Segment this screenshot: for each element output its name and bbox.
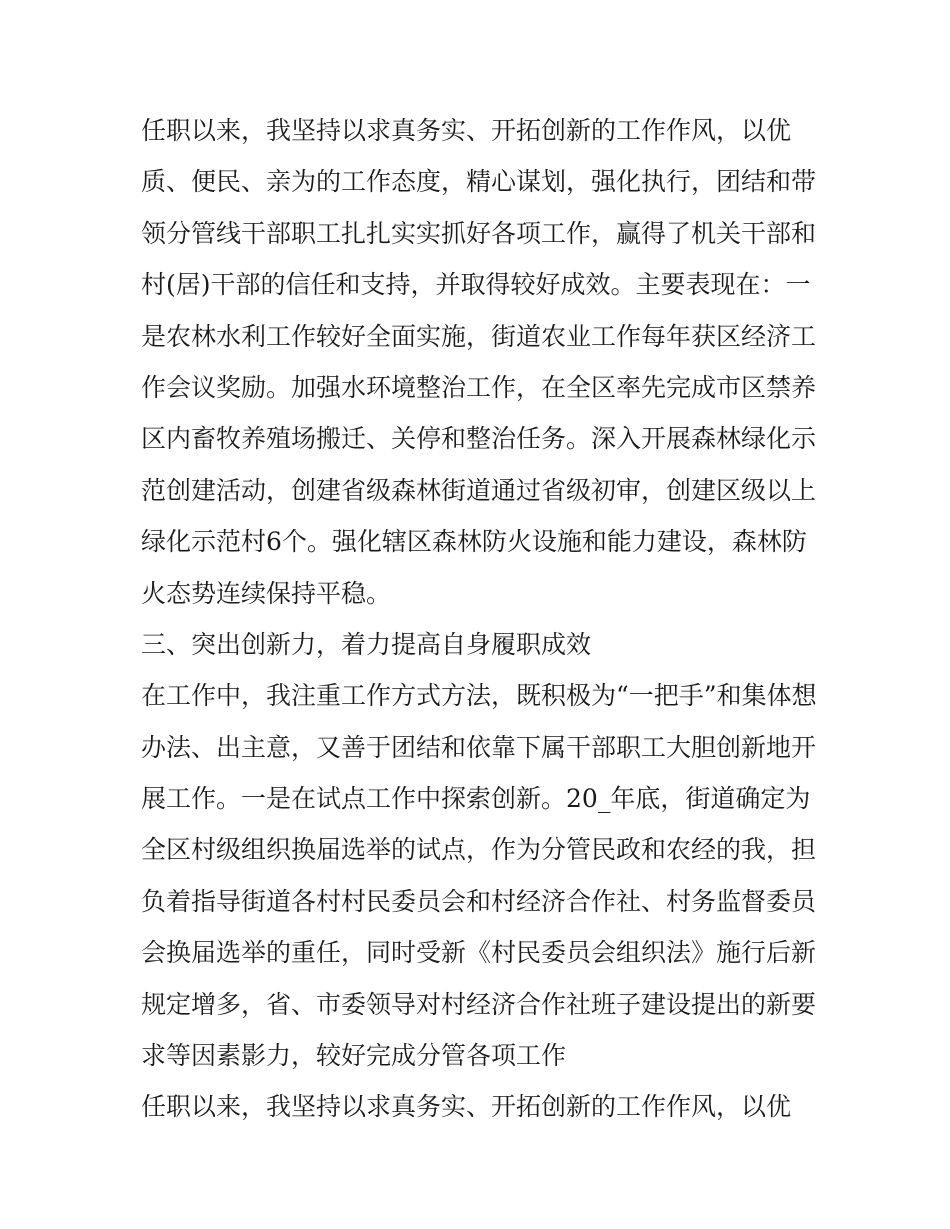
section-heading: 三、突出创新力，着力提高自身履职成效 xyxy=(141,629,592,659)
text-line: 展工作。一是在试点工作中探索创新。20_年底，街道确定为 xyxy=(141,784,811,814)
text-line: 求等因素影力，较好完成分管各项工作 xyxy=(141,1041,567,1071)
text-line: 绿化示范村6个。强化辖区森林防火设施和能力建设，森林防 xyxy=(141,527,807,557)
text-line: 质、便民、亲为的工作态度，精心谋划，强化执行，团结和带 xyxy=(141,167,817,197)
text-line: 村(居)干部的信任和支持，并取得较好成效。主要表现在：一 xyxy=(141,270,811,300)
text-line: 领分管线干部职工扎扎实实抓好各项工作，赢得了机关干部和 xyxy=(141,218,817,248)
text-line: 任职以来，我坚持以求真务实、开拓创新的工作作风，以优 xyxy=(141,1092,792,1122)
text-line: 办法、出主意，又善于团结和依靠下属干部职工大胆创新地开 xyxy=(141,732,817,762)
text-line: 在工作中，我注重工作方式方法，既积极为“一把手”和集体想 xyxy=(141,681,817,711)
text-line: 是农林水利工作较好全面实施，街道农业工作每年获区经济工 xyxy=(141,321,817,351)
text-line: 作会议奖励。加强水环境整治工作，在全区率先完成市区禁养 xyxy=(141,372,817,402)
text-line: 会换届选举的重任，同时受新《村民委员会组织法》施行后新 xyxy=(141,938,817,968)
text-line: 全区村级组织换届选举的试点，作为分管民政和农经的我，担 xyxy=(141,835,817,865)
text-line: 负着指导街道各村村民委员会和村经济合作社、村务监督委员 xyxy=(141,886,817,916)
document-body xyxy=(141,105,821,1133)
text-line: 任职以来，我坚持以求真务实、开拓创新的工作作风，以优 xyxy=(141,116,792,145)
text-line: 区内畜牧养殖场搬迁、关停和整治任务。深入开展森林绿化示 xyxy=(141,424,817,454)
text-line: 范创建活动，创建省级森林街道通过省级初审，创建区级以上 xyxy=(141,475,817,505)
text-line: 火态势连续保持平稳。 xyxy=(141,578,392,608)
text-line: 规定增多，省、市委领导对村经济合作社班子建设提出的新要 xyxy=(141,989,817,1019)
